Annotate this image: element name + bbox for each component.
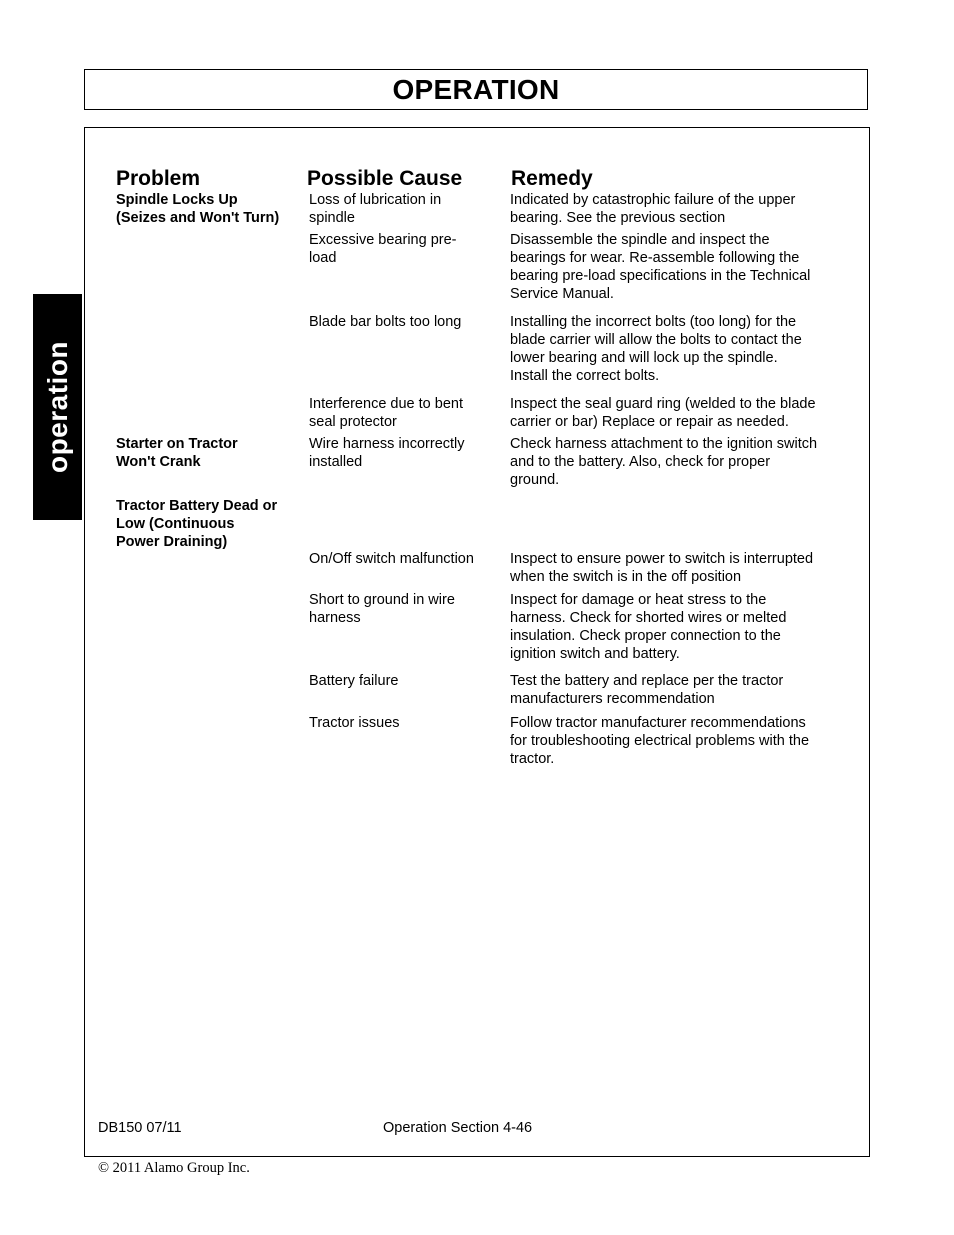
- cause-loss-of-lubrication: Loss of lubrication in spindle: [309, 192, 442, 226]
- footer-section-page: Operation Section 4-46: [383, 1120, 533, 1136]
- footer-model-date: DB150 07/11: [98, 1120, 182, 1136]
- cause-battery-failure: Battery failure: [309, 673, 399, 689]
- remedy-inspect-switch: Inspect to ensure power to switch is interrupted when the switch is in the off position: [510, 551, 814, 585]
- page-title: OPERATION: [392, 73, 560, 105]
- remedy-follow-tractor-manufacturer: Follow tractor manufacturer recommendations for troubleshooting electrical problems with the tractor.: [510, 715, 810, 767]
- cause-bearing-preload: Excessive bearing pre- load: [309, 232, 457, 266]
- cause-bolts-too-long: Blade bar bolts too long: [309, 314, 462, 330]
- problem-starter-wont-crank: Starter on Tractor Won't Crank: [116, 436, 238, 470]
- side-tab-label: operation: [41, 340, 73, 474]
- cause-switch-malfunction: On/Off switch malfunction: [309, 551, 474, 567]
- remedy-test-battery: Test the battery and replace per the tractor manufacturers recommendation: [510, 673, 784, 707]
- remedy-check-harness: Check harness attachment to the ignition switch and to the battery. Also, check for proper ground.: [510, 436, 818, 488]
- copyright-notice: © 2011 Alamo Group Inc.: [98, 1160, 250, 1176]
- header-banner: [84, 69, 868, 110]
- column-header-cause: Possible Cause: [307, 167, 463, 190]
- remedy-catastrophic-failure: Indicated by catastrophic failure of the upper bearing. See the previous section: [510, 192, 796, 226]
- remedy-inspect-harness-damage: Inspect for damage or heat stress to the harness. Check for shorted wires or melted insulation. Check proper connection to the ignition switch and battery.: [510, 592, 787, 662]
- cause-short-to-ground: Short to ground in wire harness: [309, 592, 455, 626]
- cause-wire-harness: Wire harness incorrectly installed: [309, 436, 465, 470]
- column-header-remedy: Remedy: [511, 167, 593, 190]
- remedy-inspect-seal-guard: Inspect the seal guard ring (welded to the blade carrier or bar) Replace or repair as needed.: [510, 396, 816, 430]
- problem-spindle-locks: Spindle Locks Up (Seizes and Won't Turn): [116, 192, 280, 226]
- side-section-tab: [33, 294, 82, 520]
- remedy-disassemble-spindle: Disassemble the spindle and inspect the bearings for wear. Re-assemble following the bearing pre-load specifications in the Technical Service Manual.: [510, 232, 811, 302]
- column-header-problem: Problem: [116, 167, 201, 190]
- remedy-install-correct-bolts: Installing the incorrect bolts (too long) for the blade carrier will allow the bolts to contact the lower bearing and will lock up the spindle. Install the correct bolts.: [510, 314, 802, 384]
- cause-tractor-issues: Tractor issues: [309, 715, 400, 731]
- cause-bent-seal-protector: Interference due to bent seal protector: [309, 396, 463, 430]
- problem-battery-dead: Tractor Battery Dead or Low (Continuous Power Draining): [116, 498, 278, 550]
